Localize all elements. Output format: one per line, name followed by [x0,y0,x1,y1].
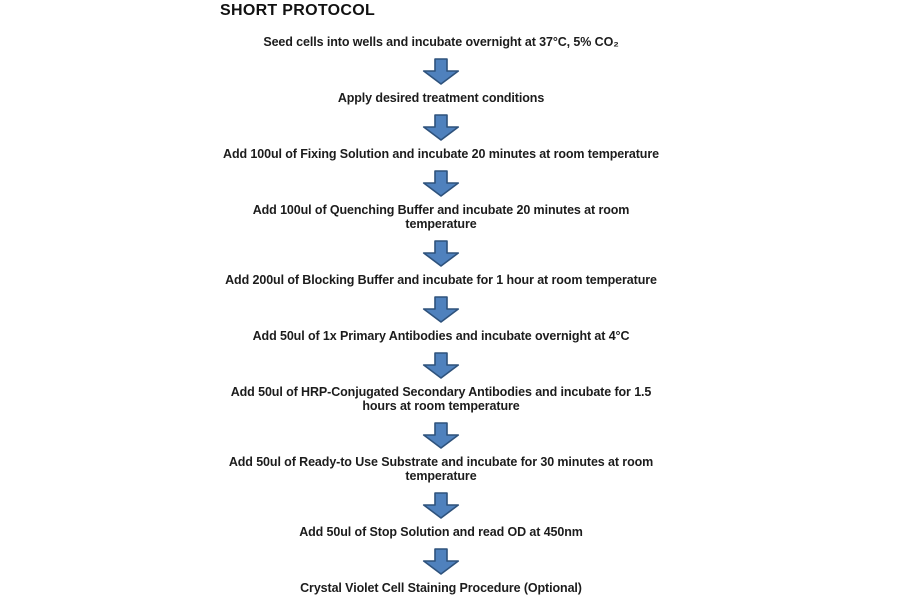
down-arrow-icon [422,352,460,379]
down-arrow-icon [422,170,460,197]
down-arrow-icon [422,58,460,85]
step-text-line: Apply desired treatment conditions [337,91,545,105]
step-text [231,385,652,413]
step-text [225,273,657,287]
step-text-line: Add 50ul of 1x Primary Antibodies and incubate overnight at 4°C [252,329,630,343]
step-text-line: Crystal Violet Cell Staining Procedure (Optional) [300,581,582,595]
down-arrow-icon [422,240,460,267]
step-text [253,329,630,343]
page-title: SHORT PROTOCOL [220,2,376,19]
down-arrow-icon [422,422,460,449]
step-text [263,35,618,49]
protocol-steps [211,35,671,595]
down-arrow-icon [422,548,460,575]
step-text-line: temperature [405,469,477,483]
step-text-line: Add 100ul of Fixing Solution and incubate 20 minutes at room temperature [223,147,659,161]
step-text-line: Add 200ul of Blocking Buffer and incubate for 1 hour at room temperature [225,273,657,287]
step-text-line: Add 50ul of Stop Solution and read OD at 450nm [299,525,583,539]
step-text [338,91,544,105]
step-text-line: hours at room temperature [362,399,520,413]
step-text [223,147,659,161]
step-text [229,455,653,483]
step-text [253,203,630,231]
step-text-line: Add 50ul of HRP-Conjugated Secondary Antibodies and incubate for 1.5 [230,385,652,399]
step-text [299,525,583,539]
step-text-line: temperature [405,217,477,231]
down-arrow-icon [422,492,460,519]
step-text-line: Add 100ul of Quenching Buffer and incubate 20 minutes at room [252,203,630,217]
down-arrow-icon [422,114,460,141]
down-arrow-icon [422,296,460,323]
step-text-line: Add 50ul of Ready-to Use Substrate and incubate for 30 minutes at room [228,455,654,469]
step-text [300,581,582,595]
step-text-line: Seed cells into wells and incubate overnight at 37°C, 5% CO₂ [263,35,619,49]
